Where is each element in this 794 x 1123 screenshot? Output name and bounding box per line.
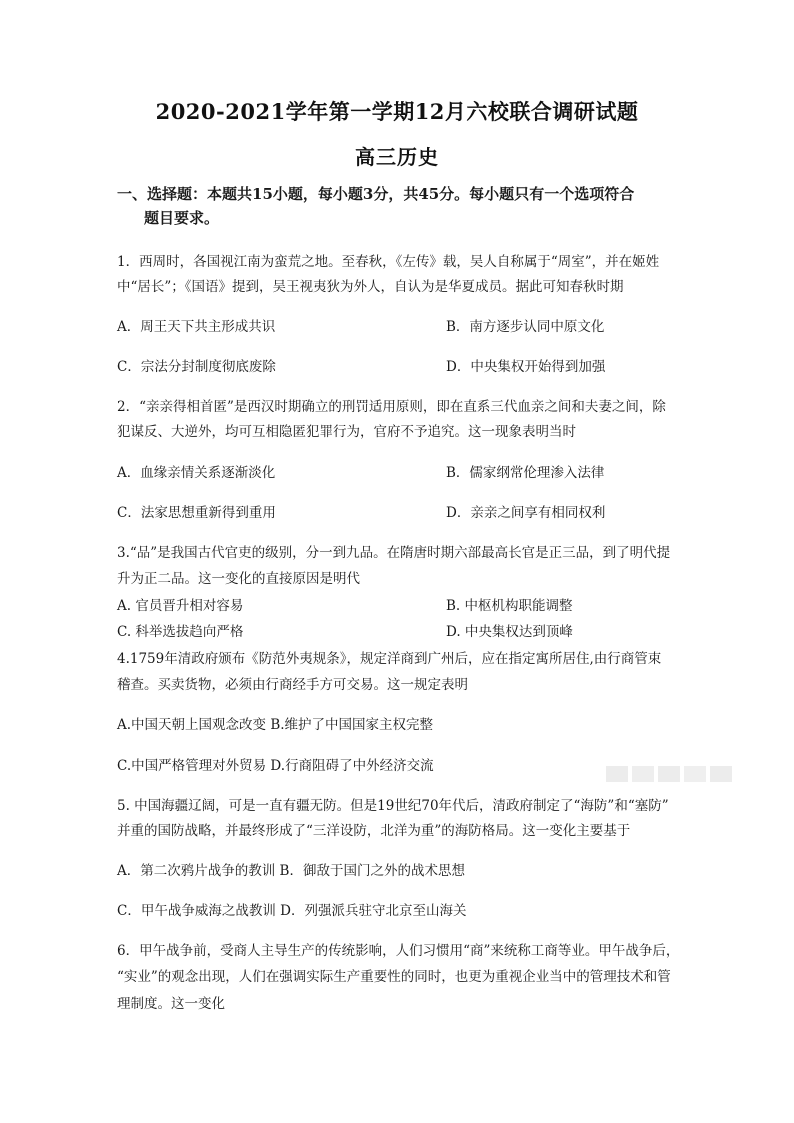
watermark-smudge-icon xyxy=(606,760,756,786)
q3-stem-line-2: 升为正二品。这一变化的直接原因是明代 xyxy=(117,571,360,587)
q6-stem-line-3: 理制度。这一变化 xyxy=(117,996,225,1012)
exam-subtitle: 高三历史 xyxy=(355,145,439,169)
q1-option-b: B．南方逐步认同中原文化 xyxy=(446,319,605,335)
q1-option-c: C．宗法分封制度彻底废除 xyxy=(117,359,276,375)
q3-option-d: D. 中央集权达到顶峰 xyxy=(446,624,573,640)
exam-title: 2020-2021学年第一学期12月六校联合调研试题 xyxy=(155,99,639,124)
q1-option-a: A．周王天下共主形成共识 xyxy=(117,319,276,335)
q5-options-ab: A．第二次鸦片战争的教训 B．御敌于国门之外的战术思想 xyxy=(117,863,465,879)
q3-stem-line-1: 3.“品”是我国古代官吏的级别，分一到九品。在隋唐时期六部最高长官是正三品，到了明代提 xyxy=(117,545,671,561)
q5-stem-line-1: 5. 中国海疆辽阔，可是一直有疆无防。但是19世纪70年代后，清政府制定了“海防”和“塞防” xyxy=(117,798,669,814)
q2-option-a: A．血缘亲情关系逐渐淡化 xyxy=(117,465,276,481)
q2-stem-line-2: 犯谋反、大逆外，均可互相隐匿犯罪行为，官府不予追究。这一现象表明当时 xyxy=(117,424,576,440)
faint-watermark xyxy=(606,760,756,791)
q4-stem-line-1: 4.1759年清政府颁布《防范外夷规条》，规定洋商到广州后，应在指定寓所居住,由行商管束 xyxy=(117,651,662,667)
section-heading-line-1: 一、选择题：本题共15小题，每小题3分，共45分。每小题只有一个选项符合 xyxy=(117,185,635,203)
q2-stem-line-1: 2．“亲亲得相首匿”是西汉时期确立的刑罚适用原则，即在直系三代血亲之间和夫妻之间，除 xyxy=(117,399,666,415)
q4-options-cd: C.中国严格管理对外贸易 D.行商阻碍了中外经济交流 xyxy=(117,758,434,774)
q3-option-b: B. 中枢机构职能调整 xyxy=(446,598,573,614)
section-heading-line-2: 题目要求。 xyxy=(144,209,220,227)
q2-option-b: B．儒家纲常伦理渗入法律 xyxy=(446,465,605,481)
q1-stem-line-2: 中“居长”；《国语》提到，吴王视夷狄为外人，自认为是华夏成员。据此可知春秋时期 xyxy=(117,279,624,295)
q2-option-c: C．法家思想重新得到重用 xyxy=(117,505,276,521)
q6-stem-line-1: 6．甲午战争前，受商人主导生产的传统影响，人们习惯用“商”来统称工商等业。甲午战争后， xyxy=(117,943,680,959)
q6-stem-line-2: “实业”的观念出现，人们在强调实际生产重要性的同时，也更为重视企业当中的管理技术和管 xyxy=(117,969,671,985)
q1-stem-line-1: 1．西周时，各国视江南为蛮荒之地。至春秋，《左传》载，吴人自称属于“周室”，并在姬姓 xyxy=(117,254,660,270)
q5-stem-line-2: 并重的国防战略，并最终形成了“三洋设防，北洋为重”的海防格局。这一变化主要基于 xyxy=(117,823,631,839)
q3-option-c: C. 科举选拔趋向严格 xyxy=(117,624,244,640)
q4-stem-line-2: 稽查。买卖货物，必须由行商经手方可交易。这一规定表明 xyxy=(117,677,468,693)
q1-option-d: D．中央集权开始得到加强 xyxy=(446,359,606,375)
q5-options-cd: C．甲午战争威海之战教训 D．列强派兵驻守北京至山海关 xyxy=(117,903,467,919)
q3-option-a: A. 官员晋升相对容易 xyxy=(117,598,244,614)
q4-options-ab: A.中国天朝上国观念改变 B.维护了中国国家主权完整 xyxy=(117,717,434,733)
q2-option-d: D．亲亲之间享有相同权利 xyxy=(446,505,606,521)
